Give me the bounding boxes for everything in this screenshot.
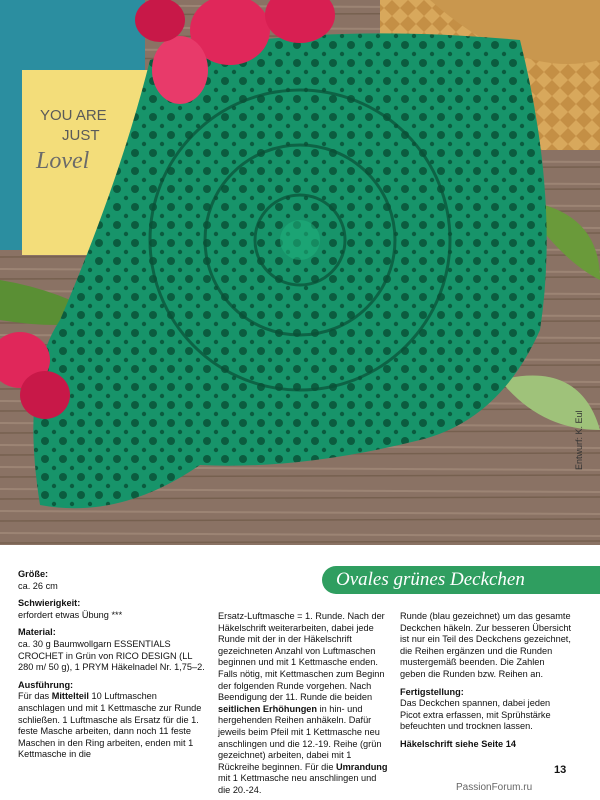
page-number: 13 bbox=[554, 764, 567, 776]
card-line-3: Lovel bbox=[36, 148, 90, 174]
chart-reference: Häkelschrift siehe Seite 14 bbox=[400, 738, 516, 749]
column-1 bbox=[18, 569, 206, 761]
col2-bold-1: seitlichen Erhöhungen bbox=[218, 703, 318, 714]
difficulty-value: erfordert etwas Übung *** bbox=[18, 609, 123, 620]
watermark: PassionForum.ru bbox=[456, 782, 533, 793]
instructions-heading: Ausführung: bbox=[18, 679, 74, 690]
material-heading: Material: bbox=[18, 627, 56, 638]
instructions-bold: Mittelteil bbox=[51, 691, 89, 702]
material-text: ca. 30 g Baumwollgarn ESSENTIALS CROCHET in Grün von RICO DESIGN (LL 280 m/ 50 g), 1 PRYM Häkelnadel Nr. 1,75–2. bbox=[18, 638, 205, 673]
instructions-pre: Für das bbox=[18, 691, 52, 702]
instructions-text bbox=[18, 691, 206, 761]
size-value: ca. 26 cm bbox=[18, 580, 58, 591]
column-2 bbox=[218, 611, 390, 797]
card-line-2: JUST bbox=[62, 127, 100, 144]
title-banner bbox=[322, 566, 600, 594]
column-3 bbox=[400, 611, 572, 751]
design-credit: Entwurf: K. Eul bbox=[574, 410, 584, 470]
difficulty-heading: Schwierigkeit: bbox=[18, 598, 81, 609]
instructions-post: 10 Luftmaschen anschlagen und mit 1 Kettmasche zur Runde schließen. 1 Luftmasche als Ersatz für die 1. feste Masche arbeiten, dann noch 11 feste Maschen in den Ring arbeiten, enden mit 1 Kettmasche in die bbox=[18, 691, 202, 760]
size-heading: Größe: bbox=[18, 569, 49, 579]
card-line-1: YOU ARE bbox=[40, 107, 107, 124]
finishing-text: Das Deckchen spannen, dabei jeden Picot extra erfassen, mit Sprühstärke befeuchten und trocknen lassen. bbox=[400, 698, 551, 732]
page-title: Ovales grünes Deckchen bbox=[336, 569, 525, 590]
finishing-heading: Fertigstellung: bbox=[400, 686, 464, 697]
col2-bold-2: Umrandung bbox=[335, 761, 388, 772]
col2-part-2: in hin- und hergehenden Reihen anhäkeln. Dafür jeweils beim Pfeil mit 1 Kettmasche neu anschlingen und die 12.-19. Reihe (grün gezeichnet) arbeiten, dabei mit 1 Rückreihe beginnen. Für die bbox=[218, 703, 382, 772]
column-3-text: Runde (blau gezeichnet) um das gesamte Deckchen häkeln. Zur besseren Übersicht ist nur ein Teil des Deckchens gezeichnet, die Reihen ergänzen und die Runden mustergemäß beenden. Die Zahlen geben die Runden bzw. Reihen an. bbox=[400, 611, 572, 679]
col2-part-1: Ersatz-Luftmasche = 1. Runde. Nach der Häkelschrift weiterarbeiten, dabei jede Runde mit der in der Häkelschrift gezeichneten Anzahl von Luftmaschen beginnen und mit 1 Kettmasche enden. Falls nötig, mit Kettmaschen zum Beginn der folgenden Runde vorgehen. Nach Beendigung der 11. Runde die beiden bbox=[218, 611, 385, 703]
col2-part-3: mit 1 Kettmasche neu anschlingen und die 20.-24. bbox=[218, 773, 377, 795]
column-2-text bbox=[218, 611, 390, 797]
